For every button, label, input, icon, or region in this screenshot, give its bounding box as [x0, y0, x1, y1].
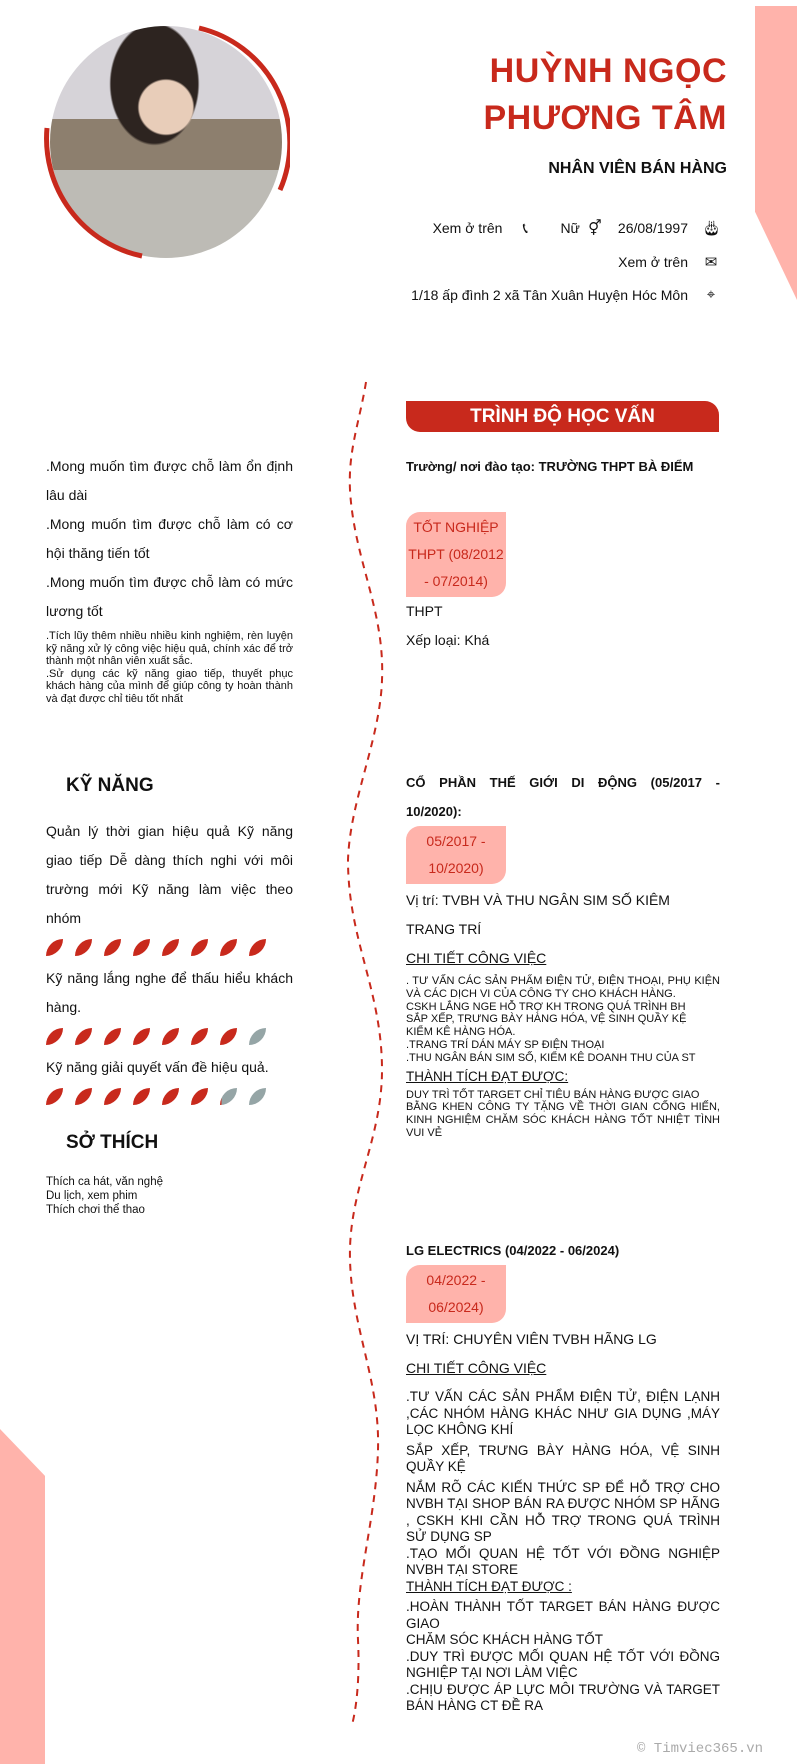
- rating-leaf-icon: [220, 1088, 237, 1105]
- job-company: LG ELECTRICS (04/2022 - 06/2024): [406, 1243, 620, 1258]
- job-detail-item: SẮP XẾP, TRƯNG BÀY HÀNG HÓA, VỆ SINH QUẦY KỆ: [406, 1013, 687, 1026]
- hobbies-section: [46, 1132, 293, 1217]
- achievement-item: DUY TRÌ TỐT TARGET CHỈ TIÊU BÁN HÀNG ĐƯỢC GIAO: [406, 1088, 700, 1101]
- rating-leaf-icon: [75, 1028, 92, 1045]
- job-details-label: CHI TIẾT CÔNG VIỆC: [406, 1360, 547, 1376]
- hobby-item: Thích chơi thể thao: [46, 1204, 145, 1216]
- job-achievements-label: THÀNH TÍCH ĐẠT ĐƯỢC :: [406, 1578, 572, 1594]
- rating-leaf-icon: [133, 1028, 150, 1045]
- rating-leaf-icon: [162, 1028, 179, 1045]
- gender-value: Nữ: [560, 220, 580, 236]
- job-position: Vị trí: TVBH VÀ THU NGÂN SIM SỐ KIÊM TRANG TRÍ: [406, 892, 670, 937]
- job-detail-item: .TRANG TRÍ DÁN MÁY SP ĐIỆN THOẠI: [406, 1038, 605, 1051]
- rating-leaf-icon: [46, 939, 63, 956]
- rating-leaf-icon: [104, 1088, 121, 1105]
- rating-leaf-icon: [249, 1028, 266, 1045]
- achievement-item: .CHỊU ĐƯỢC ÁP LỰC MÔI TRƯỜNG VÀ TARGET BÁN HÀNG CT ĐỀ RA: [406, 1681, 720, 1713]
- skills-section: [46, 775, 293, 1113]
- job-detail-item: .TƯ VẤN CÁC SẢN PHẨM ĐIỆN TỬ, ĐIỆN LẠNH ,CÁC NHÓM HÀNG KHÁC NHƯ GIA DỤNG ,MÁY LỌC KHÔNG KHÍ: [406, 1389, 720, 1437]
- phone-icon: 📞︎: [522, 219, 529, 237]
- skills-heading: KỸ NĂNG: [66, 775, 154, 796]
- decor-strip-top-right: [755, 6, 797, 300]
- rating-leaf-icon: [46, 1088, 63, 1105]
- education-section: [406, 452, 720, 655]
- skill-name: Kỹ năng lắng nghe để thấu hiểu khách hàng.: [46, 970, 293, 1015]
- objective-detail: .Tích lũy thêm nhiều nhiều kinh nghiệm, rèn luyện kỹ năng xử lý công việc hiệu quả, chính xác để trở thành một nhân viên xuất sắc. .Sử dụng các kỹ năng giao tiếp, thuyết phục khách hàng của mình để giúp công ty hoàn thành và đạt được chỉ tiêu tốt nhất: [46, 630, 293, 705]
- education-badge: TỐT NGHIỆP THPT (08/2012 - 07/2014): [406, 512, 506, 597]
- job-achievements-label: THÀNH TÍCH ĐẠT ĐƯỢC:: [406, 1068, 569, 1084]
- decor-strip-bottom-left: [0, 1429, 45, 1764]
- objective-item: .Mong muốn tìm được chỗ làm ổn định lâu dài: [46, 458, 293, 503]
- job-title: NHÂN VIÊN BÁN HÀNG: [548, 160, 727, 177]
- hobbies-heading: SỞ THÍCH: [66, 1132, 159, 1153]
- rating-leaf-icon: [191, 939, 208, 956]
- rating-leaf-icon: [162, 939, 179, 956]
- candidate-name: HUỲNH NGỌC PHƯƠNG TÂM: [483, 52, 727, 137]
- rating-leaf-icon: [191, 1088, 208, 1105]
- rating-leaf-icon: [133, 1088, 150, 1105]
- education-heading: TRÌNH ĐỘ HỌC VẤN: [406, 401, 719, 432]
- skill-name: Kỹ năng giải quyết vấn đề hiệu quả.: [46, 1059, 269, 1075]
- rating-leaf-icon: [104, 1028, 121, 1045]
- hobby-item: Du lịch, xem phim: [46, 1190, 138, 1202]
- email-value: Xem ở trên: [618, 254, 688, 270]
- rating-leaf-icon: [191, 1028, 208, 1045]
- address-value: 1/18 ấp đình 2 xã Tân Xuân Huyện Hóc Môn: [411, 286, 688, 303]
- hobby-item: Thích ca hát, văn nghệ: [46, 1176, 163, 1188]
- timeline-dashed-curve: [330, 380, 410, 1730]
- job-details-label: CHI TIẾT CÔNG VIỆC: [406, 950, 547, 966]
- objective-item: .Mong muốn tìm được chỗ làm có cơ hội thăng tiến tốt: [46, 516, 293, 561]
- skill-name: Quản lý thời gian hiệu quả Kỹ năng giao tiếp Dễ dàng thích nghi với môi trường mới Kỹ năng làm việc theo nhóm: [46, 823, 293, 926]
- rating-leaf-icon: [162, 1088, 179, 1105]
- rating-leaf-icon: [75, 939, 92, 956]
- gender-icon: ⚥: [588, 220, 602, 237]
- job-detail-item: NẮM RÕ CÁC KIẾN THỨC SP ĐỂ HỖ TRỢ CHO NVBH TẠI SHOP BÁN RA ĐƯỢC NHÓM SP HÃNG , CSKH KHI CẦN HỖ TRỢ TRONG QUÁ TRÌNH SỬ DỤNG SP: [406, 1479, 720, 1544]
- rating-leaf-icon: [220, 939, 237, 956]
- job-position: VỊ TRÍ: CHUYÊN VIÊN TVBH HÃNG LG: [406, 1331, 657, 1347]
- rating-leaf-icon: [249, 939, 266, 956]
- job-detail-item: SẮP XẾP, TRƯNG BÀY HÀNG HÓA, VỆ SINH QUẦY KỆ: [406, 1442, 720, 1474]
- watermark: © Timviec365.vn: [637, 1741, 764, 1757]
- rating-leaf-icon: [249, 1088, 266, 1105]
- skill-rating: [46, 1088, 293, 1105]
- avatar-ring: [44, 20, 290, 266]
- contact-row-email: [618, 253, 720, 271]
- job-detail-item: CSKH LẮNG NGE HỖ TRỢ KH TRONG QUÁ TRÌNH BH: [406, 1000, 686, 1013]
- education-major: THPT: [406, 603, 443, 619]
- avatar: [44, 20, 290, 266]
- career-objective: [46, 452, 293, 705]
- contact-row-address: [411, 286, 720, 303]
- job-detail-item: .THU NGÂN BÁN SIM SỐ, KIỂM KÊ DOANH THU CỦA ST: [406, 1051, 696, 1064]
- job-detail-item: KIỂM KÊ HÀNG HÓA.: [406, 1026, 516, 1039]
- achievement-item: CHĂM SÓC KHÁCH HÀNG TỐT: [406, 1632, 604, 1647]
- job-dates-badge: 05/2017 - 10/2020): [406, 826, 506, 884]
- achievement-item: BẰNG KHEN CÔNG TY TẶNG VỀ THỜI GIAN CỐNG HIẾN, KINH NGHIỆM CHĂM SÓC KHÁCH HÀNG TỐT NHIỆT TÌNH VUI VẺ: [406, 1101, 720, 1139]
- skill-rating: [46, 1028, 293, 1045]
- objective-item: .Mong muốn tìm được chỗ làm có mức lương tốt: [46, 574, 293, 619]
- achievement-item: .HOÀN THÀNH TỐT TARGET BÁN HÀNG ĐƯỢC GIAO: [406, 1599, 720, 1631]
- job-1: [406, 768, 720, 1140]
- job-detail-item: . TƯ VẤN CÁC SẢN PHẨM ĐIỆN TỬ, ĐIỆN THOẠI, PHỤ KIỆN VÀ CÁC DỊCH VI CỦA CÔNG TY CHO KHÁCH HÀNG.: [406, 975, 720, 1000]
- envelope-icon: ✉: [704, 254, 718, 271]
- job-detail-item: .TẠO MỐI QUAN HỆ TỐT VỚI ĐỒNG NGHIỆP NVBH TẠI STORE: [406, 1545, 720, 1577]
- rating-leaf-icon: [104, 939, 121, 956]
- job-2: [406, 1236, 720, 1715]
- rating-leaf-icon: [220, 1028, 237, 1045]
- phone-value: Xem ở trên: [432, 220, 503, 236]
- skill-rating: [46, 939, 293, 956]
- birthday-value: 26/08/1997: [617, 220, 688, 236]
- school-name: Trường/ nơi đào tạo: TRƯỜNG THPT BÀ ĐIỂM: [406, 459, 694, 474]
- achievement-item: .DUY TRÌ ĐƯỢC MỐI QUAN HỆ TỐT VỚI ĐỒNG NGHIỆP TẠI NƠI LÀM VIỆC: [406, 1648, 720, 1680]
- rating-leaf-icon: [75, 1088, 92, 1105]
- contact-row-1: [433, 219, 720, 237]
- map-marker-icon: ⌖: [706, 286, 716, 303]
- job-company: CỔ PHẦN THẾ GIỚI DI ĐỘNG (05/2017 - 10/2020):: [406, 775, 720, 819]
- rating-leaf-icon: [133, 939, 150, 956]
- job-dates-badge: 04/2022 - 06/2024): [406, 1265, 506, 1323]
- rating-leaf-icon: [46, 1028, 63, 1045]
- cake-icon: 🎂︎: [702, 220, 722, 237]
- education-rank: Xếp loại: Khá: [406, 632, 490, 648]
